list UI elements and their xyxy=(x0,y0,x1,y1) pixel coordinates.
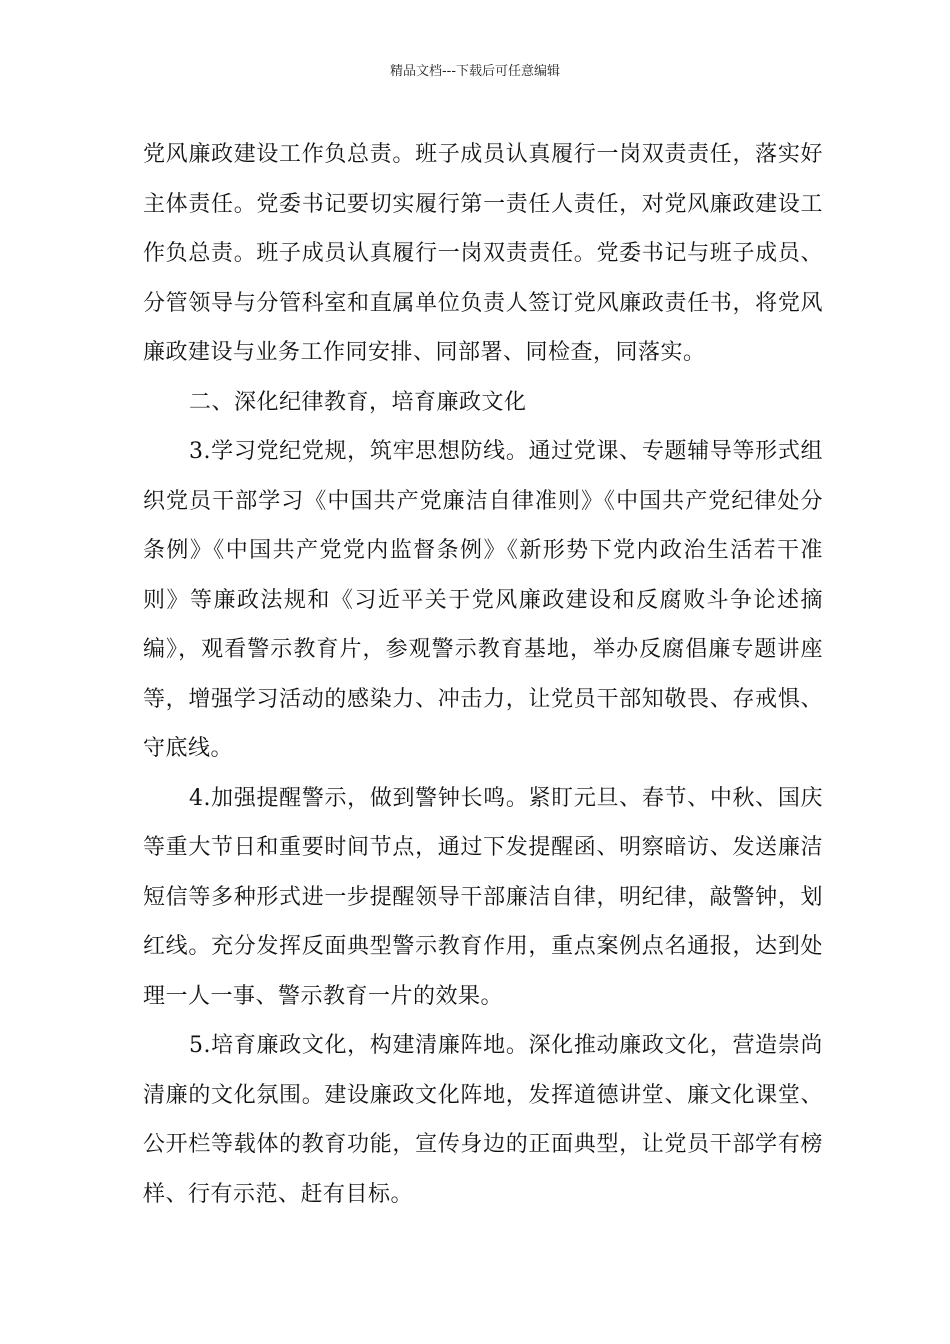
paragraph-item-4: 4.加强提醒警示，做到警钟长鸣。紧盯元旦、春节、中秋、国庆等重大节日和重要时间节点，通过下发提醒函、明察暗访、发送廉洁短信等多种形式进一步提醒领导干部廉洁自律，明纪律，敲警钟，划红线。充分发挥反面典型警示教育作用，重点案例点名通报，达到处理一人一事、警示教育一片的效果。 xyxy=(143,785,823,1009)
document-body xyxy=(143,130,823,1219)
paragraph-item-3: 3.学习党纪党规，筑牢思想防线。通过党课、专题辅导等形式组织党员干部学习《中国共产党廉洁自律准则》《中国共产党纪律处分条例》《中国共产党党内监督条例》《新形势下党内政治生活若干准则》等廉政法规和《习近平关于党风廉政建设和反腐败斗争论述摘编》，观看警示教育片，参观警示教育基地，举办反腐倡廉专题讲座等，增强学习活动的感染力、冲击力，让党员干部知敬畏、存戒惧、守底线。 xyxy=(143,439,823,761)
paragraph-continuation: 党风廉政建设工作负总责。班子成员认真履行一岗双责责任，落实好主体责任。党委书记要切实履行第一责任人责任，对党风廉政建设工作负总责。班子成员认真履行一岗双责责任。党委书记与班子成员、分管领导与分管科室和直属单位负责人签订党风廉政责任书，将党风廉政建设与业务工作同安排、同部署、同检查，同落实。 xyxy=(143,142,823,365)
paragraph-item-5: 5.培育廉政文化，构建清廉阵地。深化推动廉政文化，营造崇尚清廉的文化氛围。建设廉政文化阵地，发挥道德讲堂、廉文化课堂、公开栏等载体的教育功能，宣传身边的正面典型，让党员干部学有榜样、行有示范、赶有目标。 xyxy=(143,1033,823,1207)
page-header: 精品文档---下载后可任意编辑 xyxy=(389,64,561,79)
section-heading: 二、深化纪律教育，培育廉政文化 xyxy=(189,389,527,415)
